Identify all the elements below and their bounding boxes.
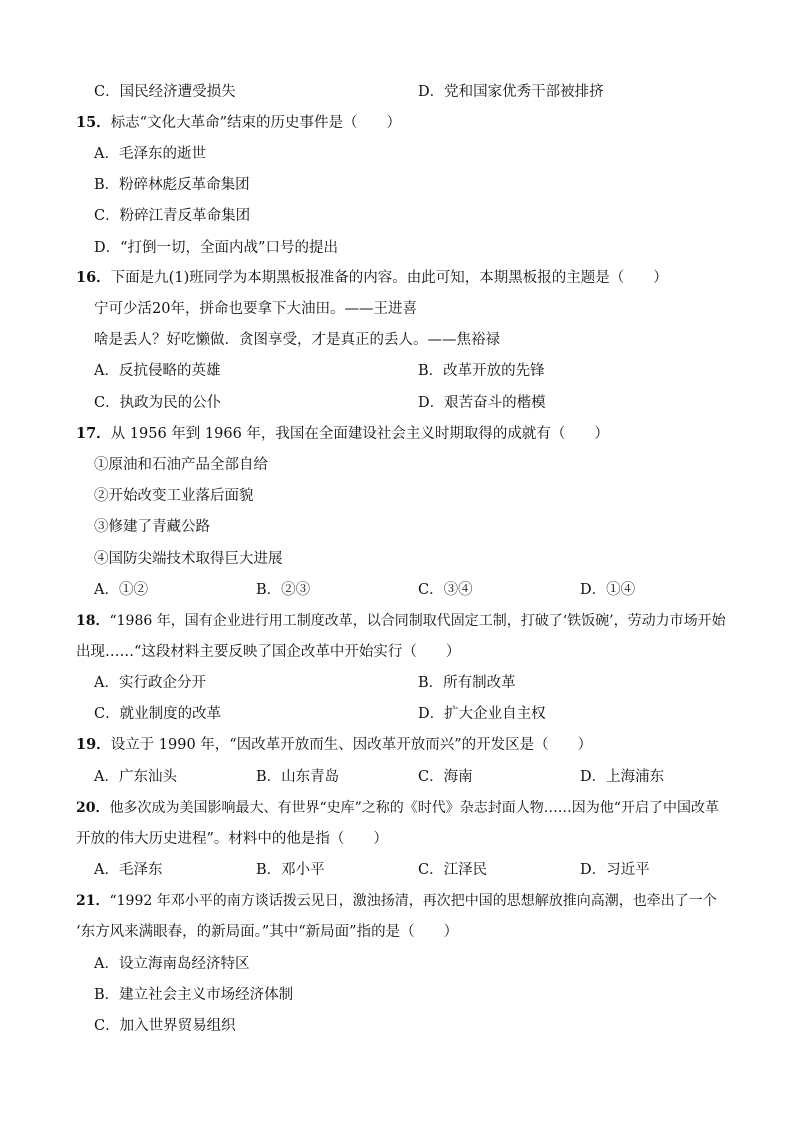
q21-option-b: B．建立社会主义市场经济体制 <box>94 987 294 1003</box>
question-number: 17． <box>76 425 111 442</box>
question-number: 15． <box>76 114 111 131</box>
q20-option-d: D．习近平 <box>580 862 650 878</box>
question-20 <box>76 798 719 818</box>
q17-option-c: C．③④ <box>418 582 473 598</box>
question-17 <box>76 424 609 444</box>
q16-option-a: A．反抗侵略的英雄 <box>94 363 221 379</box>
q15-option-d: D．“打倒一切，全面内战”口号的提出 <box>94 240 338 256</box>
q14-option-d: D．党和国家优秀干部被排挤 <box>418 84 604 100</box>
q16-option-b: B．改革开放的先锋 <box>418 363 545 379</box>
q18-option-d: D．扩大企业自主权 <box>418 706 546 722</box>
question-stem: 标志“文化大革命”结束的历史事件是（ ） <box>110 115 402 131</box>
q20-stem-line-2: 开放的伟大历史进程”。材料中的他是指（ ） <box>76 831 388 847</box>
question-number: 20． <box>76 800 110 816</box>
q18-option-c: C．就业制度的改革 <box>94 706 222 722</box>
q17-option-a: A．①② <box>94 582 148 598</box>
question-16 <box>76 268 668 288</box>
q17-option-b: B．②③ <box>256 582 311 598</box>
question-stem: 从 1956 年到 1966 年，我国在全面建设社会主义时期取得的成就有（ ） <box>110 426 609 442</box>
q15-option-a: A．毛泽东的逝世 <box>94 146 206 162</box>
q21-stem-line-2: ‘东方风来满眼春，的新局面。”其中“新局面”指的是（ ） <box>76 924 459 940</box>
question-stem-line-1: “1992 年邓小平的南方谈话拨云见日，激浊扬清，再次把中国的思想解放推向高潮，也牵出了一个 <box>109 893 717 909</box>
question-stem-line-1: 他多次成为美国影响最大、有世界“史库”之称的《时代》杂志封面人物……因为他“开启了中国改革 <box>109 800 719 816</box>
q17-item-4: ④国防尖端技术取得巨大进展 <box>94 551 283 567</box>
q18-stem-line-2: 出现……“这段材料主要反映了国企改革中开始实行（ ） <box>76 644 461 660</box>
q19-option-c: C．海南 <box>418 769 473 785</box>
q19-option-b: B．山东青岛 <box>256 769 340 785</box>
question-18 <box>76 611 726 631</box>
q16-material-2: 啥是丢人？好吃懒做．贪图享受，才是真正的丢人。——焦裕禄 <box>94 332 500 348</box>
q18-option-b: B．所有制改革 <box>418 675 516 691</box>
question-stem: 下面是九(1)班同学为本期黑板报准备的内容。由此可知，本期黑板报的主题是（ ） <box>110 270 668 286</box>
q17-item-2: ②开始改变工业落后面貌 <box>94 488 254 504</box>
q17-option-d: D．①④ <box>580 582 636 598</box>
question-stem: 设立于 1990 年，“因改革开放而生、因改革开放而兴”的开发区是（ ） <box>110 737 593 753</box>
q16-option-d: D．艰苦奋斗的楷模 <box>418 395 546 411</box>
q19-option-d: D．上海浦东 <box>580 769 665 785</box>
question-number: 19． <box>76 736 111 753</box>
question-stem-line-1: “1986 年，国有企业进行用工制度改革，以合同制取代固定工制，打破了‘铁饭碗’，劳动力市场开始 <box>109 613 726 629</box>
question-number: 21． <box>76 893 110 909</box>
q20-option-c: C．江泽民 <box>418 862 488 878</box>
q18-option-a: A．实行政企分开 <box>94 675 206 691</box>
question-19 <box>76 735 592 755</box>
q16-option-c: C．执政为民的公仆 <box>94 395 222 411</box>
q15-option-b: B．粉碎林彪反革命集团 <box>94 177 250 193</box>
q17-item-3: ③修建了青藏公路 <box>94 519 210 535</box>
q20-option-a: A．毛泽东 <box>94 862 163 878</box>
question-number: 18． <box>76 613 110 629</box>
q14-option-c: C．国民经济遭受损失 <box>94 84 236 100</box>
q21-option-a: A．设立海南岛经济特区 <box>94 956 250 972</box>
question-number: 16． <box>76 269 111 286</box>
question-21 <box>76 891 717 911</box>
q17-item-1: ①原油和石油产品全部自给 <box>94 457 268 473</box>
question-15 <box>76 113 401 133</box>
q20-option-b: B．邓小平 <box>256 862 325 878</box>
q16-material-1: 宁可少活20年，拼命也要拿下大油田。——王进喜 <box>94 301 417 317</box>
q15-option-c: C．粉碎江青反革命集团 <box>94 208 251 224</box>
q21-option-c: C．加入世界贸易组织 <box>94 1018 236 1034</box>
q19-option-a: A．广东汕头 <box>94 769 177 785</box>
